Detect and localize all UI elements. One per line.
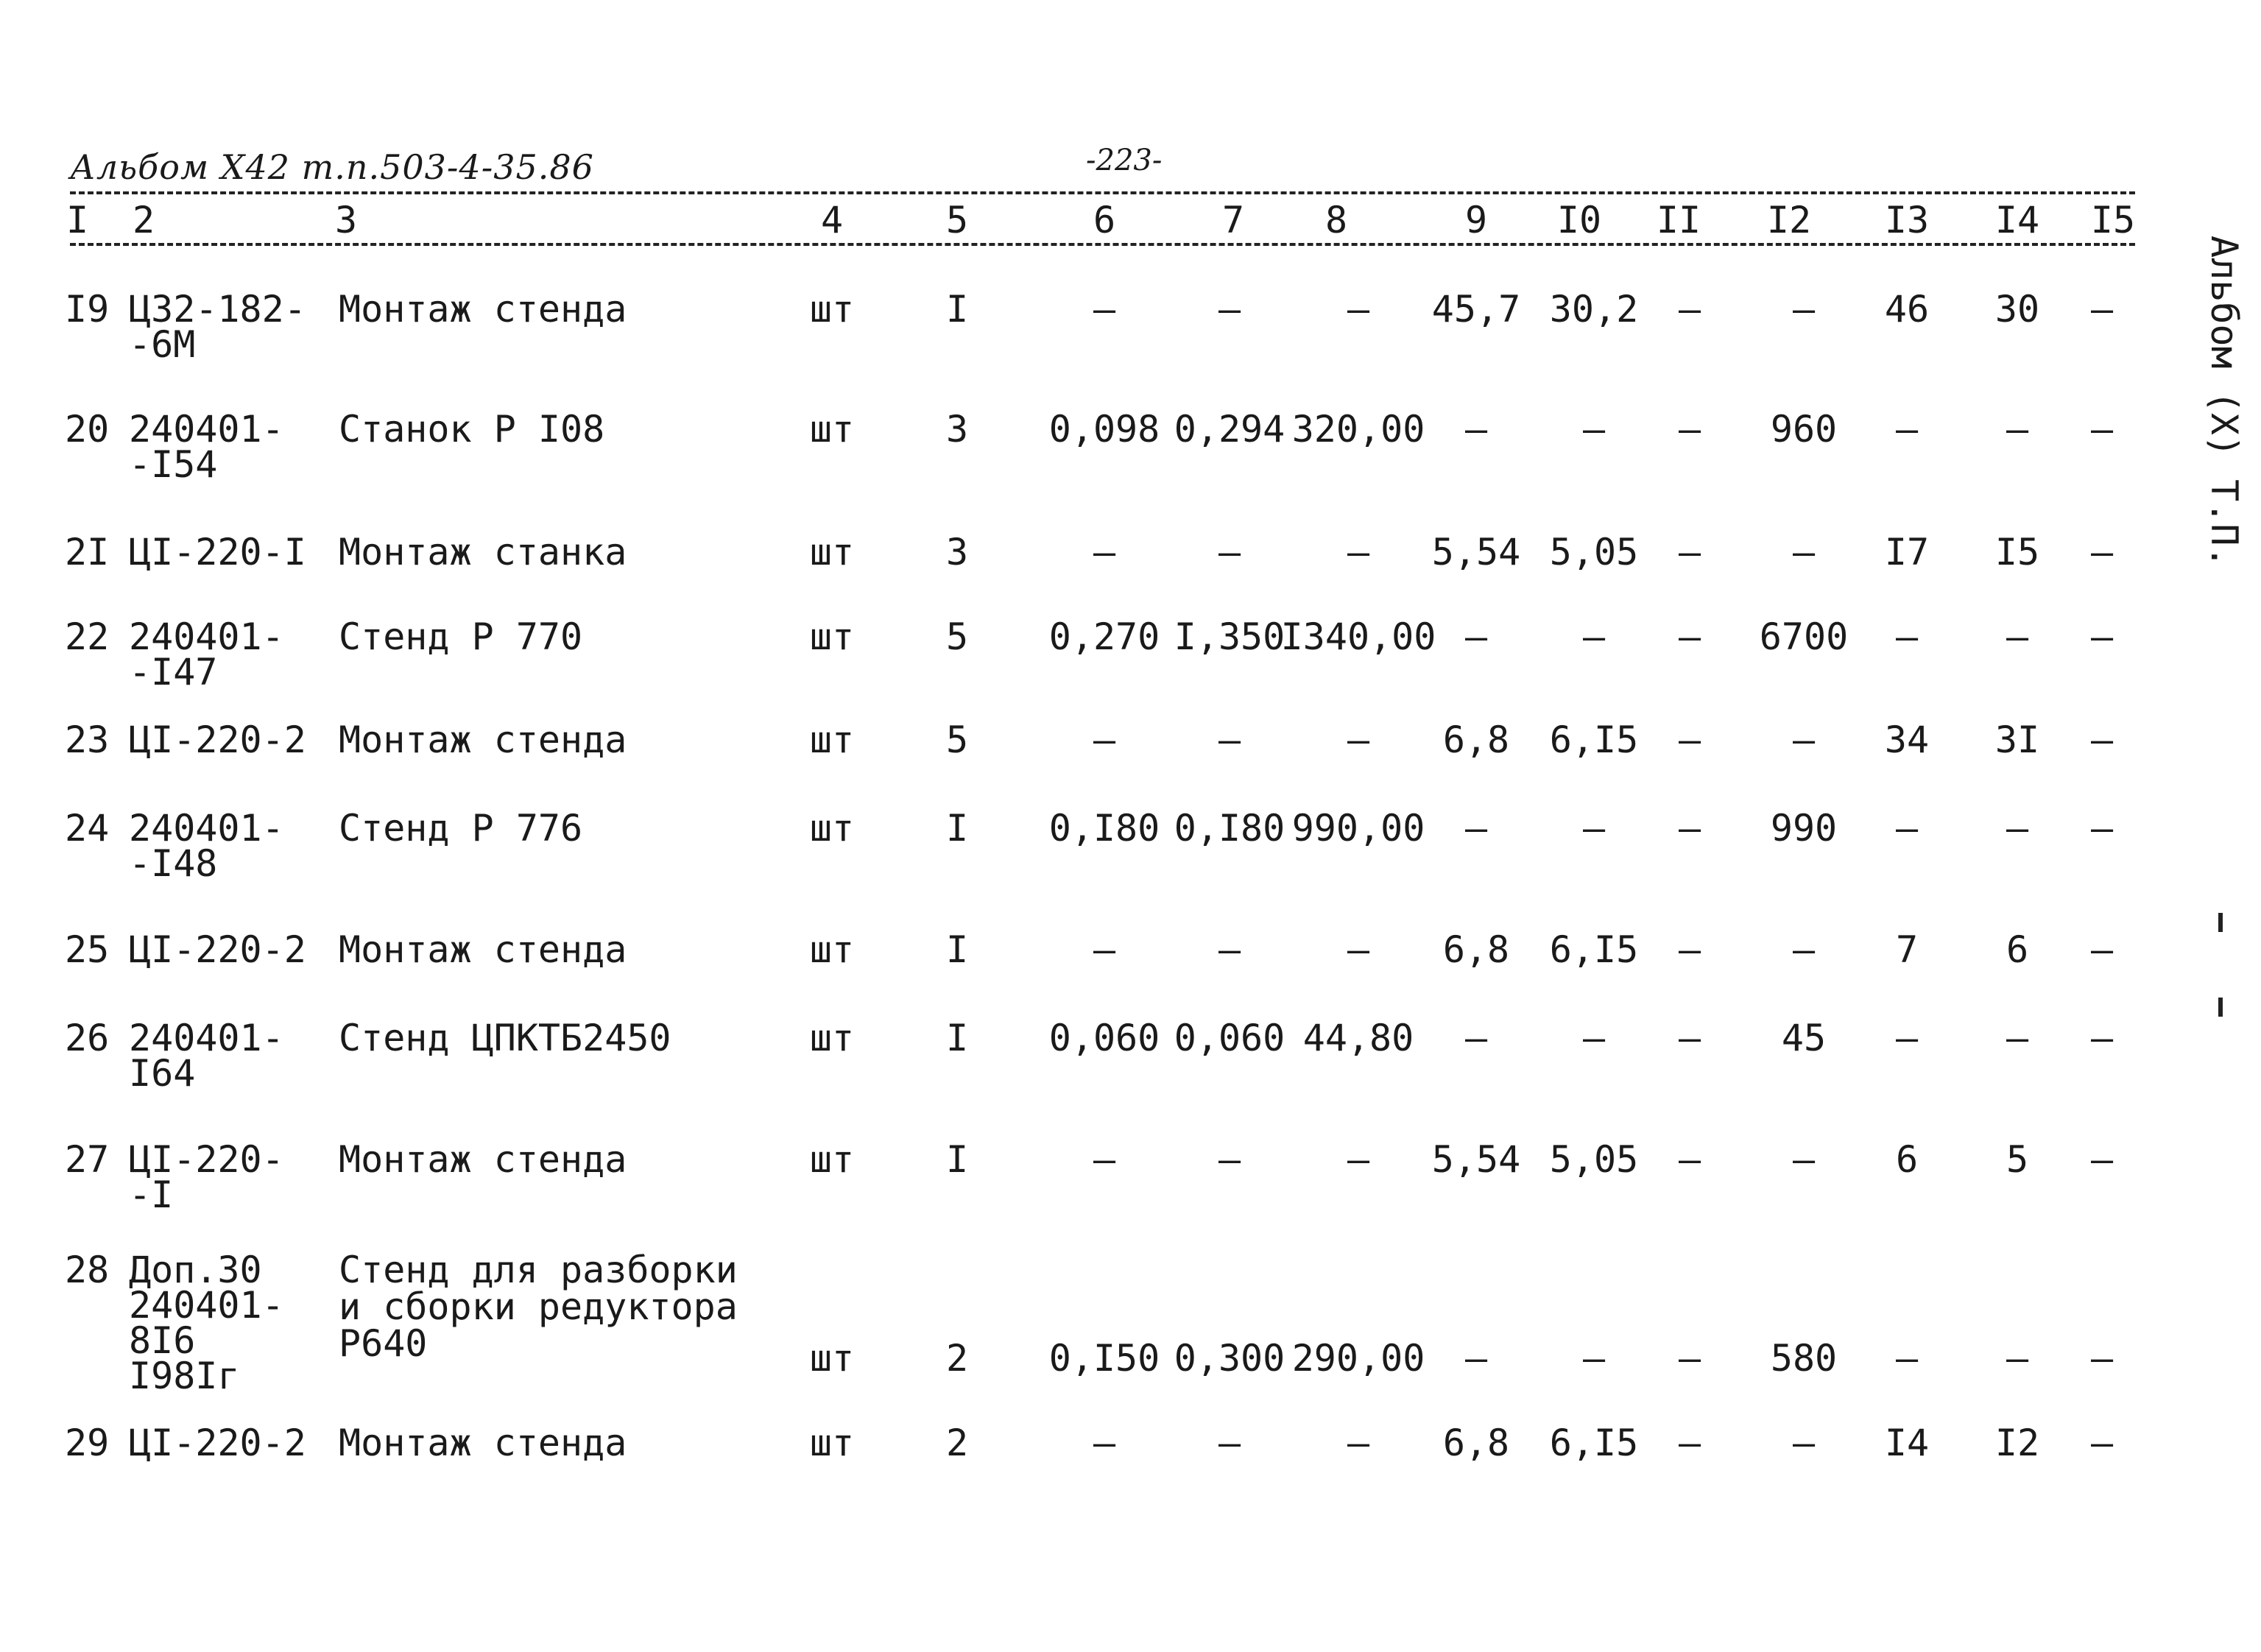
value-c13: I7: [1884, 531, 1930, 573]
value-c13: 6: [1895, 1138, 1919, 1181]
value-c15: –: [2090, 408, 2114, 451]
work-name-line: Р640: [339, 1322, 428, 1365]
value-unit: шт: [809, 615, 855, 658]
value-unit: шт: [809, 719, 855, 761]
value-c14: –: [2006, 807, 2029, 850]
value-c11: –: [1678, 1337, 1701, 1380]
cipher-line: -I54: [129, 443, 218, 486]
row-number: 29: [65, 1422, 110, 1464]
value-c12: –: [1792, 928, 1816, 971]
value-qty: I: [945, 928, 969, 971]
column-number: 5: [945, 199, 969, 241]
value-c8: –: [1347, 1138, 1370, 1181]
value-c10: 6,I5: [1549, 928, 1639, 971]
value-c6: –: [1093, 288, 1116, 331]
value-c6: 0,270: [1048, 615, 1160, 658]
work-name-line: Стенд Р 776: [339, 807, 583, 850]
value-c13: –: [1895, 615, 1919, 658]
value-c8: I340,00: [1280, 615, 1436, 658]
value-c10: –: [1582, 615, 1606, 658]
value-c12: 6700: [1759, 615, 1849, 658]
value-c11: –: [1678, 1017, 1701, 1059]
page-number: -223-: [1086, 144, 1163, 177]
value-c10: 5,05: [1549, 531, 1639, 573]
row-number: 27: [65, 1138, 110, 1181]
cipher-line: -6M: [129, 323, 196, 366]
value-c9: 5,54: [1431, 1138, 1521, 1181]
value-c9: –: [1464, 615, 1488, 658]
cipher-line: Доп.30: [129, 1249, 262, 1291]
value-c7: –: [1218, 288, 1241, 331]
value-c15: –: [2090, 807, 2114, 850]
value-c7: 0,294: [1174, 408, 1285, 451]
value-c6: –: [1093, 1422, 1116, 1464]
value-c7: 0,060: [1174, 1017, 1285, 1059]
work-name-line: Монтаж стенда: [339, 288, 627, 331]
cipher-line: Ц32-182-: [129, 288, 306, 331]
cipher-line: -I: [129, 1173, 174, 1216]
cipher-line: 240401-: [129, 408, 284, 451]
value-c10: 6,I5: [1549, 1422, 1639, 1464]
value-c7: –: [1218, 1422, 1241, 1464]
value-c14: I2: [1994, 1422, 2040, 1464]
value-c11: –: [1678, 615, 1701, 658]
value-c11: –: [1678, 928, 1701, 971]
value-c15: –: [2090, 1138, 2114, 1181]
value-c9: 5,54: [1431, 531, 1521, 573]
value-c10: –: [1582, 807, 1606, 850]
row-number: 2I: [65, 531, 110, 573]
value-unit: шт: [809, 928, 855, 971]
value-qty: I: [945, 1017, 969, 1059]
value-c12: –: [1792, 1422, 1816, 1464]
value-c13: 46: [1884, 288, 1930, 331]
header-bottom-rule: [70, 243, 2135, 246]
work-name-line: Монтаж станка: [339, 531, 627, 573]
work-name-line: Монтаж стенда: [339, 928, 627, 971]
row-number: 24: [65, 807, 110, 850]
value-c8: –: [1347, 1422, 1370, 1464]
value-unit: шт: [809, 531, 855, 573]
value-c8: 320,00: [1291, 408, 1425, 451]
value-c9: –: [1464, 1337, 1488, 1380]
work-name-line: Монтаж стенда: [339, 719, 627, 761]
cipher-line: 240401-: [129, 1284, 284, 1327]
column-number: I: [66, 199, 89, 241]
value-c14: 6: [2006, 928, 2029, 971]
value-c13: –: [1895, 1337, 1919, 1380]
cipher-line: 240401-: [129, 615, 284, 658]
value-c9: 45,7: [1431, 288, 1521, 331]
cipher-line: ЦI-220-2: [129, 719, 306, 761]
value-c13: –: [1895, 807, 1919, 850]
value-c6: 0,060: [1048, 1017, 1160, 1059]
value-c7: 0,I80: [1174, 807, 1285, 850]
margin-tick: [2218, 998, 2223, 1017]
value-c8: 44,80: [1302, 1017, 1414, 1059]
column-number: 6: [1093, 199, 1116, 241]
value-c7: –: [1218, 1138, 1241, 1181]
value-c13: 7: [1895, 928, 1919, 971]
value-c13: I4: [1884, 1422, 1930, 1464]
value-unit: шт: [809, 807, 855, 850]
value-c9: 6,8: [1442, 1422, 1510, 1464]
value-c15: –: [2090, 1017, 2114, 1059]
value-c7: –: [1218, 928, 1241, 971]
column-number: I2: [1766, 199, 1812, 241]
work-name-line: и сборки редуктора: [339, 1285, 738, 1328]
value-c12: –: [1792, 288, 1816, 331]
value-c10: 6,I5: [1549, 719, 1639, 761]
column-number: I4: [1994, 199, 2040, 241]
value-c8: –: [1347, 928, 1370, 971]
value-unit: шт: [809, 1337, 855, 1380]
side-album-label: Альбом (X) Т.П.: [2203, 236, 2246, 568]
value-qty: 2: [945, 1337, 969, 1380]
value-c12: –: [1792, 1138, 1816, 1181]
work-name-line: Стенд Р 770: [339, 615, 583, 658]
value-qty: 5: [945, 719, 969, 761]
value-c12: 45: [1781, 1017, 1827, 1059]
value-c13: –: [1895, 408, 1919, 451]
value-c12: 960: [1770, 408, 1838, 451]
column-number: 8: [1324, 199, 1348, 241]
value-c14: 3I: [1994, 719, 2040, 761]
value-c14: –: [2006, 615, 2029, 658]
row-number: 22: [65, 615, 110, 658]
column-number: 9: [1464, 199, 1488, 241]
value-c12: 990: [1770, 807, 1838, 850]
work-name-line: Стенд для разборки: [339, 1249, 738, 1291]
value-c11: –: [1678, 408, 1701, 451]
value-unit: шт: [809, 288, 855, 331]
value-c11: –: [1678, 807, 1701, 850]
value-c14: 5: [2006, 1138, 2029, 1181]
value-qty: I: [945, 288, 969, 331]
value-c7: –: [1218, 719, 1241, 761]
work-name-line: Станок Р I08: [339, 408, 605, 451]
value-c9: –: [1464, 807, 1488, 850]
value-c6: –: [1093, 719, 1116, 761]
margin-tick: [2218, 913, 2223, 932]
column-number: II: [1656, 199, 1701, 241]
work-name-line: Монтаж стенда: [339, 1422, 627, 1464]
value-c15: –: [2090, 1337, 2114, 1380]
value-c11: –: [1678, 1422, 1701, 1464]
value-c11: –: [1678, 719, 1701, 761]
row-number: 25: [65, 928, 110, 971]
value-c14: 30: [1994, 288, 2040, 331]
value-c7: 0,300: [1174, 1337, 1285, 1380]
value-c9: –: [1464, 1017, 1488, 1059]
column-number: 3: [334, 199, 358, 241]
value-c15: –: [2090, 928, 2114, 971]
work-name-line: Монтаж стенда: [339, 1138, 627, 1181]
value-c6: –: [1093, 531, 1116, 573]
column-number: I3: [1884, 199, 1930, 241]
cipher-line: I98Iг: [129, 1355, 240, 1397]
album-reference: Альбом X42 т.п.503-4-35.86: [70, 147, 594, 187]
value-qty: 5: [945, 615, 969, 658]
value-c14: –: [2006, 1337, 2029, 1380]
row-number: 20: [65, 408, 110, 451]
value-c12: –: [1792, 719, 1816, 761]
value-c14: –: [2006, 1017, 2029, 1059]
value-c11: –: [1678, 531, 1701, 573]
value-c10: 30,2: [1549, 288, 1639, 331]
header-top-rule: [70, 191, 2135, 194]
value-c10: –: [1582, 1017, 1606, 1059]
cipher-line: I64: [129, 1052, 196, 1095]
value-qty: I: [945, 1138, 969, 1181]
value-c8: –: [1347, 288, 1370, 331]
value-c7: –: [1218, 531, 1241, 573]
value-c13: –: [1895, 1017, 1919, 1059]
column-number: I0: [1556, 199, 1602, 241]
value-qty: 3: [945, 531, 969, 573]
value-unit: шт: [809, 1138, 855, 1181]
cipher-line: ЦI-220-2: [129, 1422, 306, 1464]
value-c9: –: [1464, 408, 1488, 451]
value-c11: –: [1678, 1138, 1701, 1181]
value-c8: 290,00: [1291, 1337, 1425, 1380]
cipher-line: -I48: [129, 842, 218, 885]
column-number: 7: [1221, 199, 1245, 241]
value-c14: –: [2006, 408, 2029, 451]
cipher-line: ЦI-220-: [129, 1138, 284, 1181]
cipher-line: ЦI-220-2: [129, 928, 306, 971]
value-c15: –: [2090, 288, 2114, 331]
value-c15: –: [2090, 531, 2114, 573]
column-number: I5: [2090, 199, 2136, 241]
value-c15: –: [2090, 615, 2114, 658]
value-c6: –: [1093, 1138, 1116, 1181]
cipher-line: 8I6: [129, 1319, 196, 1362]
value-c8: 990,00: [1291, 807, 1425, 850]
value-c8: –: [1347, 719, 1370, 761]
cipher-line: 240401-: [129, 807, 284, 850]
value-c15: –: [2090, 1422, 2114, 1464]
column-number: 4: [820, 199, 844, 241]
row-number: I9: [65, 288, 110, 331]
cipher-line: -I47: [129, 651, 218, 693]
value-c6: 0,I50: [1048, 1337, 1160, 1380]
row-number: 28: [65, 1249, 110, 1291]
value-qty: I: [945, 807, 969, 850]
value-unit: шт: [809, 1422, 855, 1464]
column-number: 2: [132, 199, 155, 241]
value-c8: –: [1347, 531, 1370, 573]
value-c14: I5: [1994, 531, 2040, 573]
row-number: 26: [65, 1017, 110, 1059]
value-c7: I,350: [1174, 615, 1285, 658]
work-name-line: Стенд ЦПКТБ2450: [339, 1017, 671, 1059]
value-c9: 6,8: [1442, 928, 1510, 971]
value-qty: 2: [945, 1422, 969, 1464]
value-c15: –: [2090, 719, 2114, 761]
value-c12: –: [1792, 531, 1816, 573]
value-c9: 6,8: [1442, 719, 1510, 761]
value-c11: –: [1678, 288, 1701, 331]
cipher-line: ЦI-220-I: [129, 531, 306, 573]
value-c12: 580: [1770, 1337, 1838, 1380]
value-unit: шт: [809, 1017, 855, 1059]
value-qty: 3: [945, 408, 969, 451]
value-c10: –: [1582, 1337, 1606, 1380]
value-c10: –: [1582, 408, 1606, 451]
value-unit: шт: [809, 408, 855, 451]
cipher-line: 240401-: [129, 1017, 284, 1059]
value-c6: 0,098: [1048, 408, 1160, 451]
value-c6: –: [1093, 928, 1116, 971]
value-c10: 5,05: [1549, 1138, 1639, 1181]
value-c6: 0,I80: [1048, 807, 1160, 850]
value-c13: 34: [1884, 719, 1930, 761]
row-number: 23: [65, 719, 110, 761]
